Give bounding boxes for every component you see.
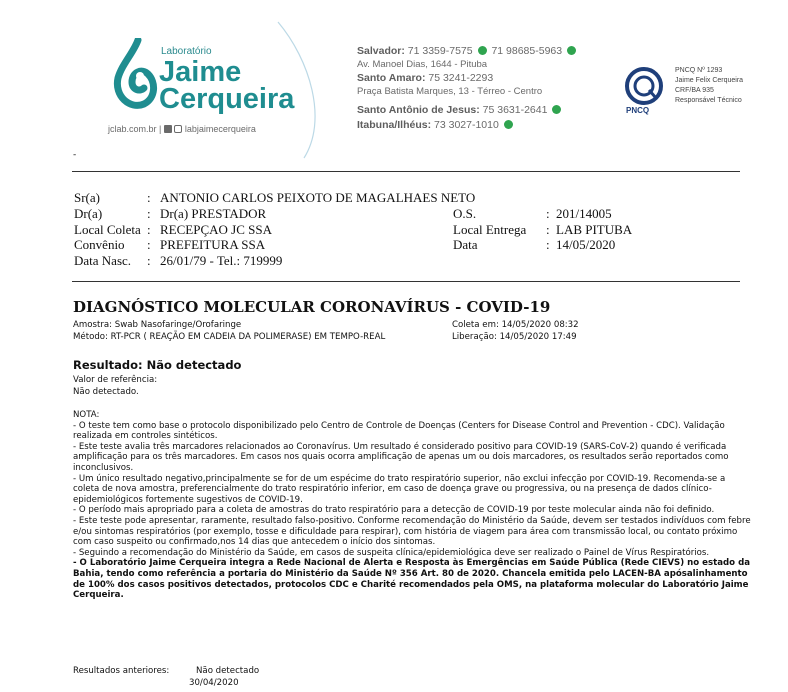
previous-results-date: 30/04/2020	[189, 678, 239, 688]
note-item: - O teste tem como base o protocolo disponibilizado pelo Centro de Controle de Doenças (Centers for Disease Control and Prevention - CDC). Validação realizada em controles sintéticos.	[73, 420, 725, 442]
note-item: - Um único resultado negativo,principalmente se for de um espécime do trato respiratório superior, não exclui infecção por COVID-19. Recomenda-se a coleta de nova amostra, preferencialmente do trato respiratório inferior, em caso de doença grave ou progressiva, ou na presença de dados clínico-epidemiológicos fortemente sugestivos de COVID-19.	[73, 473, 726, 505]
colon: :	[147, 206, 151, 221]
address-santo-antonio	[357, 104, 563, 116]
address-itabuna	[357, 119, 515, 131]
divider-top	[72, 171, 740, 172]
whatsapp-icon	[478, 46, 487, 55]
result-heading: Resultado: Não detectado	[73, 358, 242, 372]
header-dash: -	[73, 150, 77, 160]
nasc-label: Data Nasc.	[74, 253, 132, 268]
local-coleta-value: RECEPÇAO JC SSA	[160, 222, 272, 237]
note-item: - Este teste avalia três marcadores relacionados ao Coronavírus. Um resultado é considerado positivo para COVID-19 (SARS-CoV-2) quando é verificada amplificação para os três marcadores. Em casos nos quais ocorra amplificação de apenas um ou dois marcadores, os resultados serão reportados como inconclusivos.	[73, 441, 729, 473]
itabuna-phone: 73 3027-1010	[434, 119, 499, 131]
santo-antonio-phone: 75 3631-2641	[482, 104, 548, 116]
whatsapp-icon	[552, 105, 561, 114]
lab-small-label: Laboratório	[161, 46, 212, 57]
colon: :	[546, 222, 550, 237]
santo-amaro-label: Santo Amaro:	[357, 72, 426, 84]
previous-results-label: Resultados anteriores:	[73, 666, 170, 676]
lab-logo	[108, 38, 158, 116]
pncq-line1: PNCQ Nº 1293	[675, 67, 723, 74]
convenio-value: PREFEITURA SSA	[160, 237, 266, 252]
patient-name: ANTONIO CARLOS PEIXOTO DE MAGALHAES NETO	[160, 190, 476, 205]
lab-name-line1: Jaime	[159, 56, 242, 88]
santo-amaro-phone: 75 3241-2293	[428, 72, 494, 84]
salvador-phone2: 71 98685-5963	[491, 45, 563, 57]
salvador-phone1: 71 3359-7575	[407, 45, 473, 57]
colon: :	[147, 190, 151, 205]
colon: :	[546, 237, 550, 252]
liberacao-text: Liberação: 14/05/2020 17:49	[452, 332, 577, 342]
divider-bottom	[72, 281, 740, 282]
drop-logo-icon	[108, 38, 158, 116]
instagram-icon[interactable]	[174, 125, 182, 133]
pncq-logo-text: PNCQ	[626, 106, 650, 115]
salvador-label: Salvador:	[357, 45, 405, 57]
whatsapp-icon	[567, 46, 576, 55]
os-label: O.S.	[453, 206, 477, 221]
note-item: - Este teste pode apresentar, raramente, resultado falso-positivo. Conforme recomendação do Ministério da Saúde, devem ser testados indivíduos com febre e/ou sintomas respiratórios (por exemplo, tosse e dificuldade para respirar), com história de viagem para área com transmissão local, ou contato próximo com caso suspeito ou confirmado,nos 14 dias que antecedem o início dos sintomas.	[73, 515, 751, 548]
pncq-seal	[620, 66, 668, 118]
os-value: 201/14005	[556, 206, 612, 221]
data-label: Data	[453, 237, 478, 252]
data-value: 14/05/2020	[556, 237, 616, 252]
colon: :	[546, 206, 550, 221]
lab-website-line	[108, 124, 256, 134]
pncq-line4: Responsável Técnico	[675, 97, 742, 104]
santo-antonio-label: Santo Antônio de Jesus:	[357, 104, 480, 116]
address-santo-amaro	[357, 72, 493, 84]
amostra-text: Amostra: Swab Nasofaringe/Orofaringe	[73, 320, 242, 330]
itabuna-label: Itabuna/Ilhéus:	[357, 119, 432, 131]
note-item: - O período mais apropriado para a coleta de amostras do trato respiratório para a detecção de COVID-19 por teste molecular ainda não foi definido.	[73, 505, 715, 516]
social-handle[interactable]: labjaimecerqueira	[184, 124, 256, 134]
nasc-value: 26/01/79 - Tel.: 719999	[160, 253, 283, 268]
local-entrega-label: Local Entrega	[453, 222, 527, 237]
colon: :	[147, 237, 151, 252]
sr-label: Sr(a)	[74, 190, 100, 205]
previous-results-value: Não detectado	[196, 666, 260, 676]
notes-heading: NOTA:	[73, 410, 100, 420]
colon: :	[147, 222, 151, 237]
pncq-seal-icon	[620, 66, 668, 106]
facebook-icon[interactable]	[164, 125, 172, 133]
local-entrega-value: LAB PITUBA	[556, 222, 633, 237]
pncq-line3: CRF/BA 935	[675, 87, 714, 94]
pncq-line2: Jaime Felix Cerqueira	[675, 77, 744, 84]
convenio-label: Convênio	[74, 237, 125, 252]
dr-label: Dr(a)	[74, 206, 103, 221]
reference-label: Valor de referência:	[73, 375, 158, 385]
salvador-street: Av. Manoel Dias, 1644 - Pituba	[357, 59, 488, 70]
address-salvador	[357, 45, 578, 57]
coleta-text: Coleta em: 14/05/2020 08:32	[452, 320, 579, 330]
website-text[interactable]: jclab.com.br |	[108, 124, 164, 134]
notes-section	[73, 410, 753, 601]
local-coleta-label: Local Coleta	[74, 222, 141, 237]
doctor-value: Dr(a) PRESTADOR	[160, 206, 267, 221]
whatsapp-icon	[504, 120, 513, 129]
metodo-text: Método: RT-PCR ( REAÇÃO EM CADEIA DA POLIMERASE) EM TEMPO-REAL	[73, 332, 386, 342]
pncq-info	[675, 66, 743, 106]
santo-amaro-street: Praça Batista Marques, 13 - Térreo - Centro	[357, 86, 543, 97]
header-curve-decoration	[270, 20, 330, 160]
exam-title: DIAGNÓSTICO MOLECULAR CORONAVÍRUS - COVID-19	[73, 298, 551, 316]
reference-value: Não detectado.	[73, 387, 139, 397]
note-item-bold: - O Laboratório Jaime Cerqueira integra a Rede Nacional de Alerta e Resposta às Emergências em Saúde Pública (Rede CIEVS) no estado da Bahia, tendo como referência a portaria do Ministério da Saúde Nº 356 Art. 80 de 2020. Chancela emitida pelo LACEN-BA apósalinhamento de 100% dos casos positivos detectados, protocolos CDC e Charité recomendados pela OMS, na plataforma molecular do Laboratório Jaime Cerqueira.	[73, 558, 751, 601]
colon: :	[147, 253, 151, 268]
lab-name-line2: Cerqueira	[159, 83, 295, 115]
note-item: - Seguindo a recomendação do Ministério da Saúde, em casos de suspeita clínica/epidemiológica deve ser realizado o Painel de Vírus Respiratórios.	[73, 547, 710, 558]
